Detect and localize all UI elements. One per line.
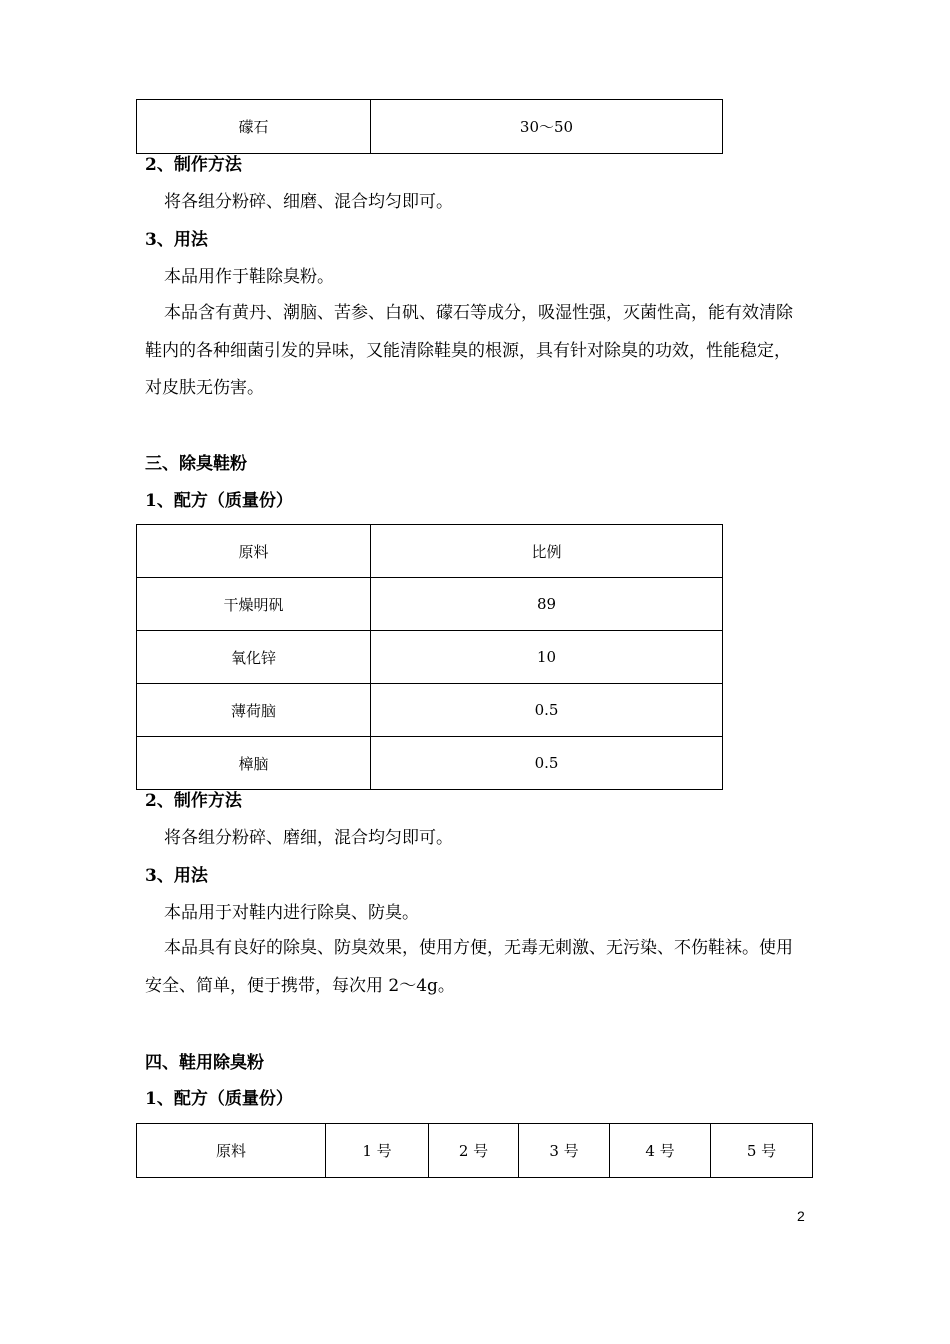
section-title: 四、鞋用除臭粉: [145, 1053, 264, 1073]
ingredients-table-continued: [136, 99, 723, 154]
table-cell: 薄荷脑: [137, 684, 371, 737]
table-row: [137, 737, 723, 790]
table-row: [137, 100, 723, 154]
table-header-cell: 5 号: [711, 1124, 813, 1178]
usage-heading: 3、用法: [145, 230, 208, 250]
usage-text: 本品用作于鞋除臭粉。: [164, 267, 334, 287]
table-cell: 89: [371, 578, 723, 631]
table-row: [137, 684, 723, 737]
usage-heading: 3、用法: [145, 866, 208, 886]
table-cell: 30～50: [371, 100, 723, 154]
usage-paragraph: 本品具有良好的除臭、防臭效果，使用方便，无毒无刺激、无污染、不伤鞋袜。使用安全、简单，便于携带，每次用 2～4g。: [145, 938, 793, 996]
formula-table: [136, 524, 723, 790]
method-text: 将各组分粉碎、细磨、混合均匀即可。: [164, 192, 453, 212]
table-cell: 0.5: [371, 684, 723, 737]
table-header-cell: 1 号: [326, 1124, 429, 1178]
method-heading: 2、制作方法: [145, 155, 242, 175]
table-header-cell: 4 号: [610, 1124, 711, 1178]
table-header-row: [137, 1124, 813, 1178]
method-heading: 2、制作方法: [145, 791, 242, 811]
table-cell: 礞石: [137, 100, 371, 154]
table-header-cell: 原料: [137, 525, 371, 578]
table-row: [137, 631, 723, 684]
page-number: 2: [797, 1208, 805, 1224]
table-header-row: [137, 525, 723, 578]
table-cell: 干燥明矾: [137, 578, 371, 631]
formula-heading: 1、配方（质量份）: [145, 1089, 293, 1109]
table-cell: 氧化锌: [137, 631, 371, 684]
table-header-cell: 原料: [137, 1124, 326, 1178]
usage-text: 本品用于对鞋内进行除臭、防臭。: [164, 903, 419, 923]
usage-paragraph: 本品含有黄丹、潮脑、苦参、白矾、礞石等成分，吸湿性强，灭菌性高，能有效清除鞋内的各种细菌引发的异味，又能清除鞋臭的根源，具有针对除臭的功效，性能稳定，对皮肤无伤害。: [145, 303, 793, 398]
section-title: 三、除臭鞋粉: [145, 454, 247, 474]
table-cell: 0.5: [371, 737, 723, 790]
table-cell: 10: [371, 631, 723, 684]
table-row: [137, 578, 723, 631]
table-header-cell: 3 号: [519, 1124, 610, 1178]
formula-table: [136, 1123, 813, 1178]
table-header-cell: 比例: [371, 525, 723, 578]
table-cell: 樟脑: [137, 737, 371, 790]
table-header-cell: 2 号: [429, 1124, 519, 1178]
method-text: 将各组分粉碎、磨细，混合均匀即可。: [164, 828, 453, 848]
formula-heading: 1、配方（质量份）: [145, 491, 293, 511]
